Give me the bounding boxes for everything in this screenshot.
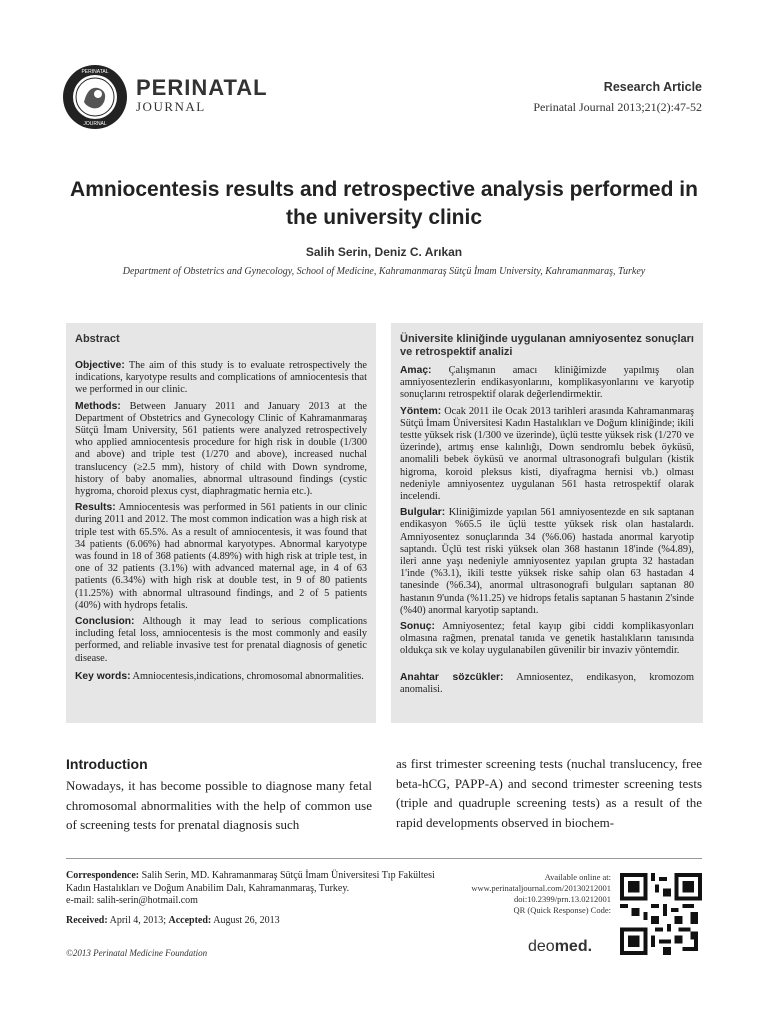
email: e-mail: salih-serin@hotmail.com	[66, 895, 198, 906]
abstract-objective: Objective: The aim of this study is to evaluate retrospectively the indications, karyotype results and complications of amniocentesis that we performed in our clinic.	[75, 360, 368, 396]
abstract-tr-yontem: Yöntem: Ocak 2011 ile Ocak 2013 tarihleri arasında Kahramanmaraş Sütçü İmam Üniversitesi Kadın Hastalıkları ve Doğum kliniğinde; ikili testte yüksek risk (1/300 ve üzerinde), üçlü testte yüksek risk (1/270 ve üzerinde), artmış ense kalınlığı, Down sendromlu bebek öyküsü, anomalili bebek öyküsü ve anormal ultrasonografi bulguları (kistik higroma, koroid pleksus kisti, diyafragma hernisi vb.) olması nedeniyle amniyosentez uygulanan 561 hasta retrospektif olarak incelendi.	[400, 405, 694, 503]
journal-url[interactable]: www.perinataljournal.com/20130212001	[471, 883, 611, 893]
article-title: Amniocentesis results and retrospective analysis performed in the university clinic	[70, 178, 698, 229]
journal-brand	[136, 76, 268, 114]
citation: Perinatal Journal 2013;21(2):47-52	[533, 100, 702, 114]
publisher-logo: deomed.	[528, 938, 593, 955]
copyright: ©2013 Perinatal Medicine Foundation	[66, 948, 208, 958]
abstract-tr-amac: Amaç: Çalışmanın amacı kliniğimizde yapılmış olan amniyosentezlerin endikasyonlarını, komplikasyonlarını ve karyotip sonuçlarını retrospektif olarak değerlendirmektir.	[400, 365, 694, 401]
section-heading-introduction: Introduction	[66, 756, 148, 772]
journal-subname: JOURNAL	[136, 99, 206, 114]
abstract-tr-sonuc: Sonuç: Amniyosentez; fetal kayıp gibi ciddi komplikasyonları olmasına rağmen, prenatal tanıda ve genetik hastalıkların tanısında oldukça sık ve kolay uygulanabilen güvenilir bir invaziv yöntemdir.	[400, 621, 694, 657]
svg-text:JOURNAL: JOURNAL	[83, 121, 107, 127]
authors: Salih Serin, Deniz C. Arıkan	[305, 245, 463, 259]
abstract-tr-bulgular: Bulgular: Kliniğimizde yapılan 561 amniyosentezde en sık saptanan endikasyon %65.5 ile üçlü testte yüksek risk olan hastalardı. Amniyosentez sonuçlarında 34 (%6.06) hastada anormal karyotip saptandı. Üçlü test riski yüksek olan 368 hastanın 18'inde (%4.89), ileri anne yaşı nedeniyle amniyosentez yapılan grupta 32 hastadan 1'inde (%3.1), ikili testte yüksek riske sahip olan 63 hastadan 4 tanesinde (%6.34), anormal ultrasonografi bulguları saptanan 80 hastanın 9'unda (%11.25) ve hidrops fetalis saptanan 5 hastanın 2'sinde (%40) anormal karyotip saptandı.	[400, 507, 695, 616]
abstract-tr-keywords: Anahtar sözcükler: Amniosentez, endikasyon, kromozom anomalisi.	[400, 671, 694, 695]
footer-divider	[66, 858, 702, 859]
abstract-english	[66, 323, 376, 723]
intro-text-left: Nowadays, it has become possible to diagnose many fetal chromosomal abnormalities with the help of common use of screening tests for prenatal diagnosis such	[66, 778, 372, 832]
online-info: Available online at: www.perinataljournal.com/20130212001 doi:10.2399/prn.13.0212001 QR (Quick Response) Code:	[471, 872, 611, 915]
journal-logo	[62, 64, 128, 130]
abstract-turkish	[391, 323, 703, 723]
received-accepted: Received: April 4, 2013; Accepted: August 26, 2013	[66, 915, 280, 926]
qr-code-icon	[620, 873, 702, 955]
affiliation: Department of Obstetrics and Gynecology, School of Medicine, Kahramanmaraş Sütçü İmam University, Kahramanmaraş, Turkey	[122, 266, 646, 277]
abstract-keywords: Key words: Amniocentesis,indications, chromosomal abnormalities.	[75, 670, 364, 682]
doi: doi:10.2399/prn.13.0212001	[513, 894, 611, 904]
correspondence: Correspondence: Salih Serin, MD. Kahramanmaraş Sütçü İmam Üniversitesi Tıp Fakültesi Kadın Hastalıkları ve Doğum Anabilim Dalı, Kahramanmaraş, Turkey. e-mail: salih-serin@hotmail.com	[66, 870, 446, 908]
svg-text:PERINATAL: PERINATAL	[81, 69, 109, 75]
abstract-conclusion: Conclusion: Although it may lead to serious complications including fetal loss, amniocentesis is the most commonly and easily performed, and reliable invasive test for prenatal diagnosis of genetic disease.	[75, 616, 367, 664]
article-type: Research Article	[603, 80, 702, 94]
journal-name: PERINATAL	[136, 75, 268, 100]
abstract-heading: Abstract	[75, 333, 120, 345]
abstract-results: Results: Amniocentesis was performed in 561 patients in our clinic during 2011 and 2012. The most common indication was a high risk at triple test with 65.5%. As a result of amniocentesis, it was found that 34 patients (6.06%) had abnormal karyotypes. Abnormal karyotype was found in 18 of 368 patients (4.89%) with high risk at triple test, in one of 32 patients (3.1%) with advanced maternal age, in 4 of 63 patients (6.34%) with high risk at double test, in 9 of 80 patients (11.25%) with abnormal ultrasound findings, and 2 of 5 patients (40%) with hydrops fetalis.	[75, 502, 367, 611]
abstract-methods: Methods: Between January 2011 and January 2013 at the Department of Obstetrics and Gynecology Clinic of Kahramanmaraş Sütçü İmam University, 561 patients were analyzed retrospectively who applied amniocentesis procedure for high risk in double (1/300 and above) and triple test (1/270 and above), increased nuchal translucency (≥2.5 mm), history of child with Down syndrome, history of baby anomalies, abnormal ultrasound findings (cystic hygroma, choroid plexus cyst, diaphragmatic hernia etc.).	[75, 400, 367, 498]
abstract-tr-heading: Üniversite kliniğinde uygulanan amniyosentez sonuçları ve retrospektif analizi	[400, 333, 694, 358]
intro-text-right: as first trimester screening tests (nuchal translucency, free beta-hCG, PAPP-A) and second trimester screening tests (triple and quadruple screening tests) as a result of the rapid developments observed in biochem-	[396, 756, 702, 830]
